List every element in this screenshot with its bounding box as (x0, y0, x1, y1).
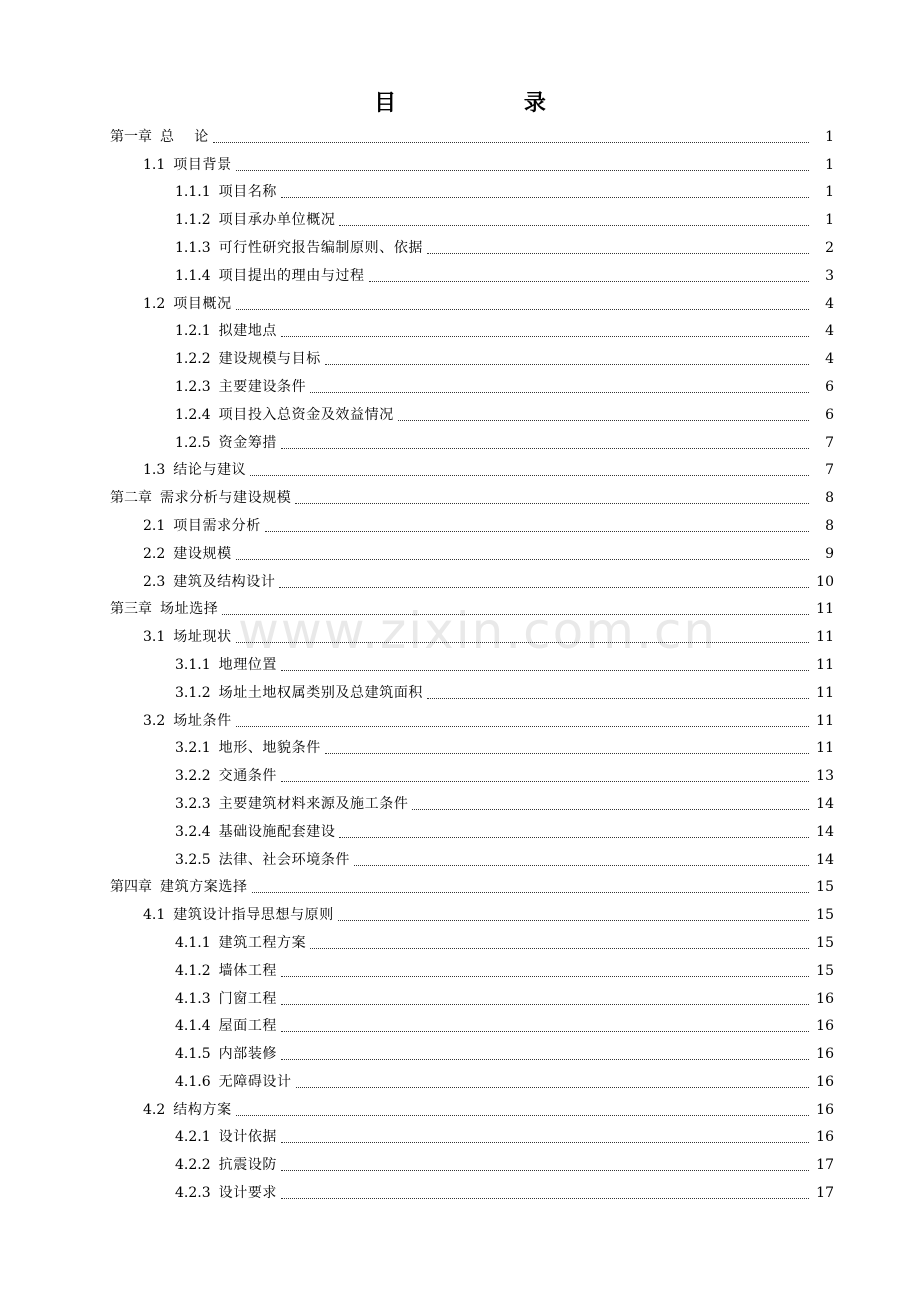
page-number: 2 (825, 239, 834, 256)
dot-leader (339, 837, 809, 838)
dot-leader (222, 614, 809, 615)
entry-number: 第二章 (110, 490, 152, 507)
dot-leader (279, 587, 809, 588)
entry-title: 项目概况 (173, 295, 232, 312)
dot-leader (412, 809, 809, 810)
page-number: 4 (825, 323, 834, 340)
entry-title: 结构方案 (173, 1101, 232, 1118)
toc-entry[interactable] (0, 457, 920, 485)
page-number: 10 (816, 573, 834, 590)
toc-entry[interactable] (0, 623, 920, 651)
entry-title: 地形、地貌条件 (218, 740, 321, 757)
toc-entry[interactable] (0, 540, 920, 568)
entry-title: 设计依据 (218, 1129, 278, 1146)
toc-entry[interactable] (0, 179, 920, 207)
entry-title: 项目需求分析 (173, 517, 261, 534)
entry-title: 门窗工程 (218, 990, 278, 1007)
entry-title: 无障碍设计 (218, 1073, 292, 1090)
entry-number: 4.2.2 (175, 1157, 211, 1174)
entry-number: 1.2.5 (175, 434, 211, 451)
page-number: 11 (816, 712, 834, 729)
dot-leader (296, 1087, 809, 1088)
toc-entry[interactable] (0, 568, 920, 596)
page-number: 11 (816, 740, 834, 757)
page-number: 11 (816, 684, 834, 701)
entry-title: 项目投入总资金及效益情况 (218, 406, 394, 423)
entry-title: 抗震设防 (218, 1157, 278, 1174)
entry-title: 交通条件 (218, 768, 278, 785)
entry-number: 1.2.2 (175, 351, 211, 368)
entry-number: 4.1.4 (175, 1018, 211, 1035)
entry-number: 4.1 (143, 907, 166, 924)
entry-number: 1.1.2 (175, 212, 211, 229)
entry-title: 内部装修 (218, 1046, 278, 1063)
entry-number: 3.2.3 (175, 795, 211, 812)
entry-number: 1.1.3 (175, 239, 211, 256)
page-number: 1 (825, 128, 834, 145)
page-number: 15 (816, 962, 834, 979)
entry-number: 3.1.2 (175, 684, 211, 701)
dot-leader (236, 309, 809, 310)
dot-leader (325, 364, 809, 365)
entry-title: 场址土地权属类别及总建筑面积 (218, 684, 424, 701)
page-number: 16 (816, 1129, 834, 1146)
page-number: 8 (825, 517, 834, 534)
entry-number: 4.1.6 (175, 1073, 211, 1090)
entry-title: 主要建设条件 (218, 378, 307, 395)
entry-number: 3.2.1 (175, 740, 211, 757)
entry-number: 3.1.1 (175, 656, 211, 673)
page-number: 14 (816, 795, 834, 812)
entry-title: 拟建地点 (218, 323, 278, 340)
page-number: 11 (816, 629, 834, 646)
page-number: 15 (816, 934, 834, 951)
page-number: 14 (816, 823, 834, 840)
page-number: 1 (825, 212, 834, 229)
dot-leader (427, 253, 809, 254)
dot-leader (295, 503, 809, 504)
toc-entry[interactable] (0, 707, 920, 735)
toc-entry[interactable] (0, 262, 920, 290)
page-number: 9 (825, 545, 834, 562)
page-number: 14 (816, 851, 834, 868)
toc-entry[interactable] (0, 1124, 920, 1152)
toc-entry[interactable] (0, 1040, 920, 1068)
entry-title: 建筑方案选择 (160, 879, 248, 896)
entry-number: 1.3 (143, 462, 166, 479)
page-number: 16 (816, 1073, 834, 1090)
dot-leader (310, 948, 809, 949)
entry-number: 1.2.3 (175, 378, 211, 395)
page-number: 16 (816, 990, 834, 1007)
dot-leader (281, 976, 809, 977)
page-number: 1 (825, 156, 834, 173)
entry-title: 建设规模与目标 (218, 351, 321, 368)
entry-title: 项目承办单位概况 (218, 212, 336, 229)
toc-entry[interactable] (0, 735, 920, 763)
entry-number: 3.2 (143, 712, 166, 729)
entry-number: 1.2 (143, 295, 166, 312)
toc-entry[interactable] (0, 957, 920, 985)
toc-entry[interactable] (0, 874, 920, 902)
dot-leader (427, 698, 809, 699)
page-number: 15 (816, 907, 834, 924)
entry-title: 屋面工程 (218, 1018, 278, 1035)
dot-leader (281, 1198, 809, 1199)
page-number: 6 (825, 406, 834, 423)
page-title: 目 录 (374, 91, 606, 116)
dot-leader (281, 1031, 809, 1032)
entry-title: 建筑设计指导思想与原则 (173, 907, 334, 924)
toc-entry[interactable] (0, 345, 920, 373)
toc-entry[interactable] (0, 373, 920, 401)
entry-title: 需求分析与建设规模 (160, 490, 292, 507)
toc-entry[interactable] (0, 651, 920, 679)
entry-number: 1.1 (143, 156, 166, 173)
toc-entry[interactable] (0, 123, 920, 151)
toc-entry[interactable] (0, 206, 920, 234)
entry-number: 4.2 (143, 1101, 166, 1118)
page-number: 17 (816, 1185, 834, 1202)
entry-title: 墙体工程 (218, 962, 278, 979)
toc-entry[interactable] (0, 1013, 920, 1041)
page-number: 7 (825, 434, 834, 451)
dot-leader (281, 1004, 809, 1005)
page-number: 1 (825, 184, 834, 201)
watermark: www.zixin.com.cn (238, 602, 718, 660)
entry-title: 主要建筑材料来源及施工条件 (218, 795, 409, 812)
page-number: 8 (825, 490, 834, 507)
toc-entry[interactable] (0, 846, 920, 874)
entry-title: 基础设施配套建设 (218, 823, 336, 840)
dot-leader (250, 475, 809, 476)
entry-number: 3.1 (143, 629, 166, 646)
dot-leader (281, 1142, 809, 1143)
page-number: 13 (816, 768, 834, 785)
dot-leader (236, 1115, 809, 1116)
dot-leader (398, 420, 809, 421)
dot-leader (354, 865, 809, 866)
entry-title: 资金筹措 (218, 434, 278, 451)
page-number: 16 (816, 1101, 834, 1118)
toc-entry[interactable] (0, 818, 920, 846)
toc-entry[interactable] (0, 290, 920, 318)
page-number: 17 (816, 1157, 834, 1174)
dot-leader (281, 1059, 809, 1060)
toc-entry[interactable] (0, 929, 920, 957)
entry-number: 4.1.1 (175, 934, 211, 951)
dot-leader (281, 781, 809, 782)
toc-entry[interactable] (0, 1151, 920, 1179)
toc-entry[interactable] (0, 512, 920, 540)
entry-title: 场址现状 (173, 629, 232, 646)
entry-number: 4.1.3 (175, 990, 211, 1007)
toc-entry[interactable] (0, 596, 920, 624)
page-number: 16 (816, 1046, 834, 1063)
page-number: 7 (825, 462, 834, 479)
page-number: 11 (816, 656, 834, 673)
toc-entry[interactable] (0, 1179, 920, 1207)
entry-number: 4.1.2 (175, 962, 211, 979)
entry-title: 项目提出的理由与过程 (218, 267, 365, 284)
dot-leader (338, 920, 809, 921)
toc-entry[interactable] (0, 762, 920, 790)
toc-entry[interactable] (0, 484, 920, 512)
entry-number: 2.1 (143, 517, 166, 534)
page-number: 15 (816, 879, 834, 896)
dot-leader (339, 225, 809, 226)
dot-leader (310, 392, 809, 393)
entry-title: 场址选择 (160, 601, 219, 618)
entry-number: 1.2.4 (175, 406, 211, 423)
entry-title: 可行性研究报告编制原则、依据 (218, 239, 424, 256)
entry-number: 2.2 (143, 545, 166, 562)
entry-title: 建筑工程方案 (218, 934, 307, 951)
page-number: 4 (825, 295, 834, 312)
entry-number: 1.1.4 (175, 267, 211, 284)
entry-number: 3.2.2 (175, 768, 211, 785)
toc-entry[interactable] (0, 790, 920, 818)
entry-title: 建筑及结构设计 (173, 573, 276, 590)
dot-leader (236, 642, 809, 643)
entry-number: 4.2.1 (175, 1129, 211, 1146)
dot-leader (281, 448, 809, 449)
entry-number: 1.1.1 (175, 184, 211, 201)
dot-leader (281, 197, 809, 198)
page-number: 3 (825, 267, 834, 284)
dot-leader (213, 142, 809, 143)
dot-leader (281, 1170, 809, 1171)
toc-entry[interactable] (0, 985, 920, 1013)
entry-number: 1.2.1 (175, 323, 211, 340)
toc-entry[interactable] (0, 234, 920, 262)
dot-leader (281, 336, 809, 337)
page-number: 4 (825, 351, 834, 368)
entry-number: 3.2.4 (175, 823, 211, 840)
dot-leader (252, 892, 809, 893)
toc-entry[interactable] (0, 429, 920, 457)
dot-leader (369, 281, 809, 282)
page-number: 6 (825, 378, 834, 395)
entry-number: 第三章 (110, 601, 152, 618)
dot-leader (281, 670, 809, 671)
toc-entry[interactable] (0, 1068, 920, 1096)
dot-leader (236, 726, 809, 727)
toc-entry[interactable] (0, 901, 920, 929)
toc-entry[interactable] (0, 679, 920, 707)
dot-leader (265, 531, 809, 532)
page-number: 16 (816, 1018, 834, 1035)
entry-number: 第四章 (110, 879, 152, 896)
entry-title: 建设规模 (173, 545, 232, 562)
toc-entry[interactable] (0, 318, 920, 346)
entry-number: 2.3 (143, 573, 166, 590)
entry-title: 设计要求 (218, 1185, 278, 1202)
dot-leader (236, 559, 809, 560)
toc-entry[interactable] (0, 151, 920, 179)
entry-title: 总 论 (160, 128, 209, 145)
entry-number: 4.2.3 (175, 1185, 211, 1202)
dot-leader (325, 753, 809, 754)
toc-entry[interactable] (0, 401, 920, 429)
entry-title: 场址条件 (173, 712, 232, 729)
dot-leader (236, 170, 809, 171)
entry-title: 项目名称 (218, 184, 278, 201)
entry-number: 第一章 (110, 128, 152, 145)
entry-number: 3.2.5 (175, 851, 211, 868)
entry-title: 结论与建议 (173, 462, 247, 479)
entry-title: 法律、社会环境条件 (218, 851, 351, 868)
entry-number: 4.1.5 (175, 1046, 211, 1063)
page-number: 11 (816, 601, 834, 618)
entry-title: 项目背景 (173, 156, 232, 173)
entry-title: 地理位置 (218, 656, 278, 673)
toc-entry[interactable] (0, 1096, 920, 1124)
table-of-contents (0, 123, 920, 1207)
